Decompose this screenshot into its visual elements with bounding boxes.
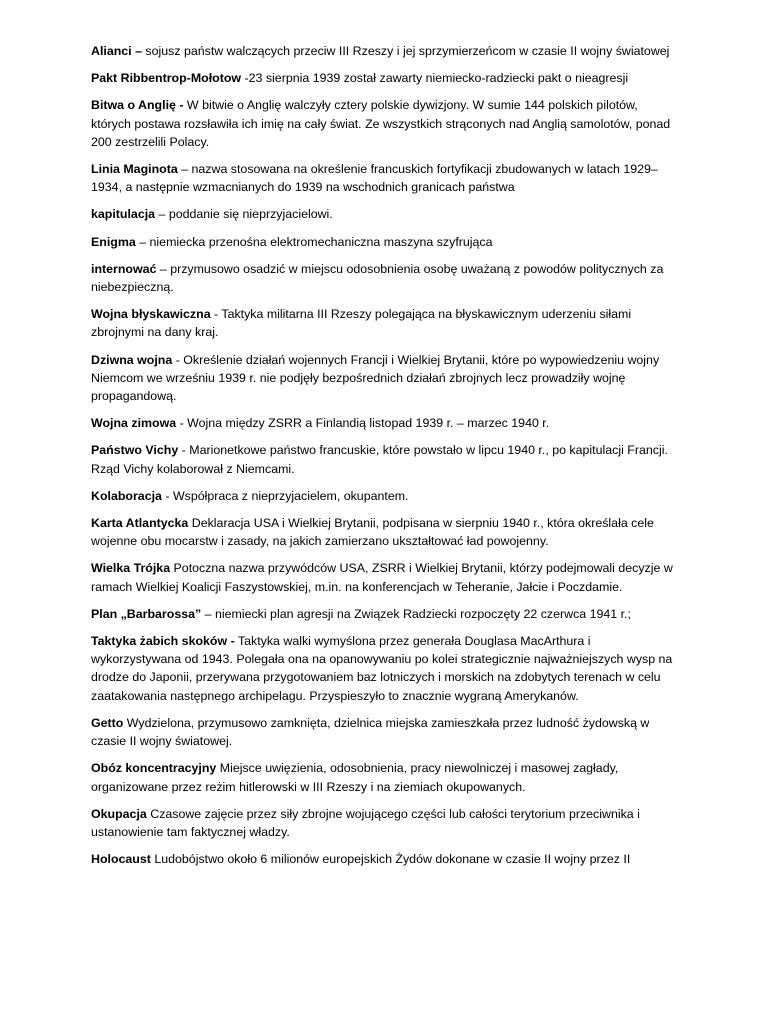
term: Getto: [91, 715, 124, 730]
definition: Wydzielona, przymusowo zamknięta, dzielnica miejska zamieszkała przez ludność żydowską w czasie II wojny światowej.: [91, 715, 650, 749]
term: Okupacja: [91, 806, 147, 821]
definition: - Taktyka militarna III Rzeszy polegająca na błyskawicznym uderzeniu siłami zbrojnymi na dany kraj.: [91, 307, 632, 340]
glossary-entry-okupacja: [91, 805, 678, 841]
definition: -23 sierpnia 1939 został zawarty niemiecko-radziecki pakt o nieagresji: [241, 71, 629, 86]
glossary-entry-kapitulacja: [91, 205, 678, 223]
glossary-entry-internowac: [91, 260, 678, 296]
glossary-entry-bitwa-o-anglie: [91, 96, 678, 151]
glossary-entry-linia-maginota: [91, 160, 678, 196]
definition: Czasowe zajęcie przez siły zbrojne wojującego części lub całości terytorium przeciwnika i ustanowienie tam faktycznej władzy.: [91, 806, 640, 839]
term: Kolaboracja: [91, 488, 162, 503]
glossary-entry-wojna-blyskawiczna: [91, 305, 678, 341]
term: Holocaust: [91, 852, 151, 867]
glossary-entry-enigma: [91, 233, 678, 251]
glossary-entry-getto: [91, 714, 678, 750]
glossary-entry-alianci: [91, 42, 678, 60]
term: Państwo Vichy: [91, 443, 179, 458]
glossary-entry-plan-barbarossa: [91, 605, 678, 623]
definition: Miejsce uwięzienia, odosobnienia, pracy niewolniczej i masowej zagłady, organizowane przez reżim hitlerowski w III Rzeszy i na ziemiach okupowanych.: [91, 761, 619, 794]
term: Wielka Trójka: [91, 561, 171, 576]
glossary-entry-wojna-zimowa: [91, 414, 678, 432]
term: Enigma: [91, 234, 136, 249]
glossary-entry-panstwo-vichy: [91, 441, 678, 477]
definition: – nazwa stosowana na określenie francuskich fortyfikacji zbudowanych w latach 1929–1934, a następnie wzmacnianych do 1939 na wschodnich granicach państwa: [91, 162, 658, 195]
definition: – niemiecka przenośna elektromechaniczna maszyna szyfrująca: [135, 234, 493, 249]
definition: - Współpraca z nieprzyjacielem, okupantem.: [161, 488, 409, 503]
definition: – przymusowo osadzić w miejscu odosobnienia osobę uważaną z powodów politycznych za niebezpieczną.: [91, 261, 664, 295]
definition: Deklaracja USA i Wielkiej Brytanii, podpisana w sierpniu 1940 r., która określała cele wojenne obu mocarstw i zasady, na jakich zamierzano ukształtować ład powojenny.: [91, 516, 654, 549]
glossary-entry-taktyka-zabich-skokow: [91, 632, 678, 705]
definition: – niemiecki plan agresji na Związek Radziecki rozpoczęty 22 czerwca 1941 r.;: [201, 606, 631, 621]
term: Wojna zimowa: [91, 416, 177, 431]
glossary-entry-pakt-ribbentrop-molotow: [91, 69, 678, 87]
definition: W bitwie o Anglię walczyły cztery polskie dywizjony. W sumie 144 polskich pilotów, których postawa rozsławiła ich imię na cały świat. Ze wszystkich strąconych nad Anglią samolotów, ponad 200 zestrzelili Polacy.: [91, 98, 671, 149]
definition: - Określenie działań wojennych Francji i Wielkiej Brytanii, które po wypowiedzeniu wojny Niemcom we wrześniu 1939 r. nie podjęły bezpośrednich działań zbrojnych lecz prowadziły wojnę propagandową.: [91, 352, 660, 404]
term: Plan „Barbarossa”: [91, 606, 202, 621]
term: Linia Maginota: [91, 162, 178, 177]
definition: Ludobójstwo około 6 milionów europejskich Żydów dokonane w czasie II wojny przez II: [150, 852, 631, 867]
term: Dziwna wojna: [91, 352, 173, 367]
term: Obóz koncentracyjny: [91, 761, 217, 776]
glossary-entry-holocaust: [91, 850, 678, 868]
definition: - Marionetkowe państwo francuskie, które powstało w lipcu 1940 r., po kapitulacji Francji. Rząd Vichy kolaborował z Niemcami.: [91, 443, 668, 476]
glossary-entry-dziwna-wojna: [91, 351, 678, 406]
term: Pakt Ribbentrop-Mołotow: [91, 71, 242, 86]
term: internować: [91, 261, 157, 276]
glossary-entry-oboz-koncentracyjny: [91, 759, 678, 795]
definition: Taktyka walki wymyślona przez generała Douglasa MacArthura i wykorzystywana od 1943. Polegała ona na opanowywaniu po kolei strategicznie najważniejszych wysp na drodze do Japonii, przerywana przygotowaniem baz lotniczych i morskich na zdobytych terenach w celu zaatakowania następnego archipelagu. Przyspieszyło to znacznie wygraną Amerykanów.: [91, 634, 673, 703]
glossary-entry-kolaboracja: [91, 487, 678, 505]
term: kapitulacja: [91, 207, 156, 222]
term: Wojna błyskawiczna: [91, 307, 211, 322]
definition: sojusz państw walczących przeciw III Rzeszy i jej sprzymierzeńcom w czasie II wojny światowej: [141, 44, 670, 58]
definition: - Wojna między ZSRR a Finlandią listopad 1939 r. – marzec 1940 r.: [176, 416, 550, 431]
glossary-entry-wielka-trojka: [91, 559, 678, 595]
term: Bitwa o Anglię -: [91, 98, 184, 113]
term: Alianci –: [91, 44, 142, 58]
definition: – poddanie się nieprzyjacielowi.: [155, 207, 333, 222]
definition: Potoczna nazwa przywódców USA, ZSRR i Wielkiej Brytanii, którzy podejmowali decyzje w ramach Wielkiej Koalicji Faszystowskiej, m.in. na konferencjach w Teheranie, Jałcie i Poczdamie.: [91, 561, 673, 594]
glossary-entry-karta-atlantycka: [91, 514, 678, 550]
term: Taktyka żabich skoków -: [91, 634, 235, 649]
term: Karta Atlantycka: [91, 516, 189, 531]
